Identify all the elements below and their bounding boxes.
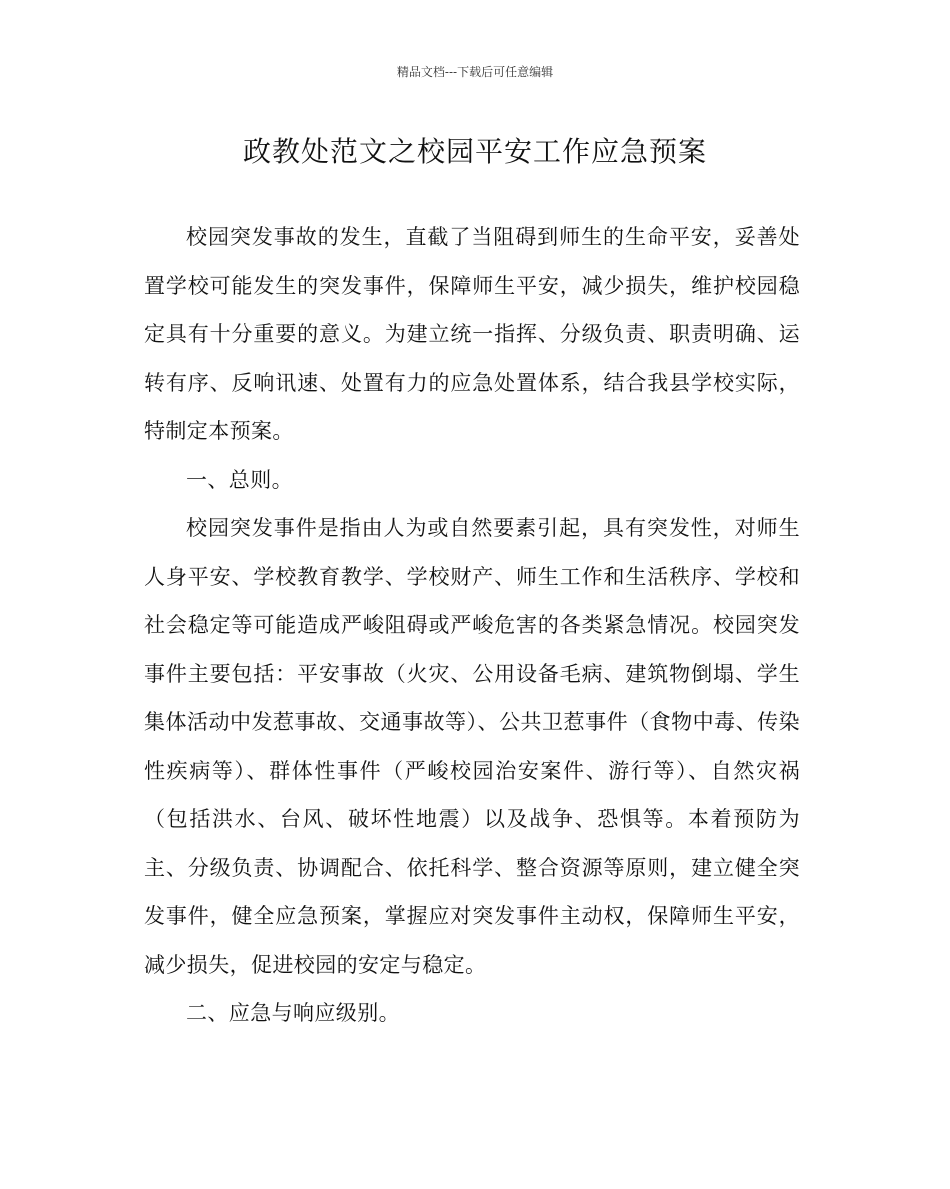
- paragraph-intro: 校园突发事故的发生，直截了当阻碍到师生的生命平安，妥善处置学校可能发生的突发事件，保障师生平安，减少损失，维护校园稳定具有十分重要的意义。为建立统一指挥、分级负责、职责明确、运转有序、反响讯速、处置有力的应急处置体系，结合我县学校实际，特制定本预案。: [144, 225, 800, 443]
- document-title: 政教处范文之校园平安工作应急预案: [242, 135, 707, 168]
- paragraph-general: 校园突发事件是指由人为或自然要素引起，具有突发性，对师生人身平安、学校教育教学、学校财产、师生工作和生活秩序、学校和社会稳定等可能造成严峻阻碍或严峻危害的各类紧急情况。校园突发事件主要包括：平安事故（火灾、公用设备毛病、建筑物倒塌、学生集体活动中发惹事故、交通事故等）、公共卫惹事件（食物中毒、传染性疾病等）、群体性事件（严峻校园治安案件、游行等）、自然灾祸（包括洪水、台风、破坏性地震）以及战争、恐惧等。本着预防为主、分级负责、协调配合、依托科学、整合资源等原则，建立健全突发事件，健全应急预案，掌握应对突发事件主动权，保障师生平安，减少损失，促进校园的安定与稳定。: [144, 516, 800, 977]
- header-note: 精品文档---下载后可任意编辑: [396, 65, 554, 79]
- document-body: [144, 213, 800, 1038]
- section-heading-response-levels: 二、应急与响应级别。: [186, 1001, 400, 1025]
- section-heading-general: 一、总则。: [186, 467, 293, 492]
